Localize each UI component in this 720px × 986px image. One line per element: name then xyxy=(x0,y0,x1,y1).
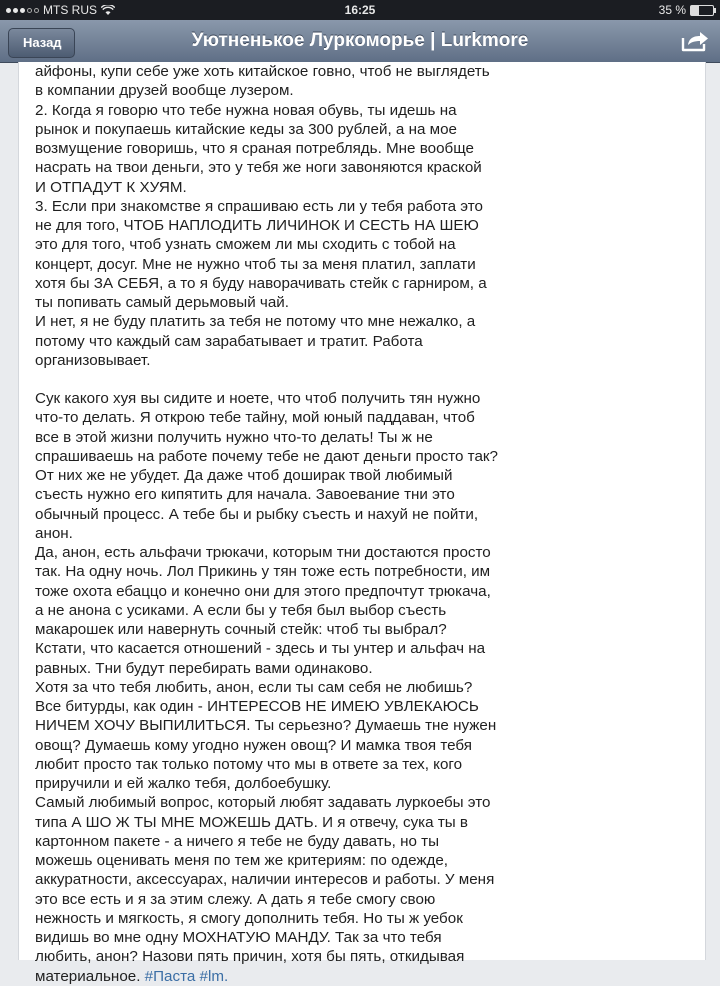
status-right xyxy=(659,0,714,20)
article-block-1: айфоны, купи себе уже хоть китайское говно, чтоб не выглядеть в компании друзей вообще лузером. 2. Когда я говорю что тебе нужна новая обувь, ты идешь на рынок и покупаешь китайские кеды за 300 рублей, а на мое возмущение говоришь, что я сраная потреблядь. Мне вообще насрать на твои деньги, это у тебя же ноги завоняются краской И ОТПАДУТ К ХУЯМ. 3. Если при знакомстве я спрашиваю есть ли у тебя работа это не для того, ЧТОБ НАПЛОДИТЬ ЛИЧИНОК И СЕСТЬ НА ШЕЮ это для того, чтоб узнать сможем ли мы сходить с тобой на концерт, досуг. Мне не нужно чтоб ты за меня платил, заплати хотя бы ЗА СЕБЯ, а то я буду наворачивать стейк с гарниром, а ты попивать самый дерьмовый чай. И нет, я не буду платить за тебя не потому что мне нежалко, а потому что каждый сам зарабатывает и тратит. Работа организовывает. xyxy=(35,63,490,369)
carrier-name: MTS RUS xyxy=(43,3,97,17)
hashtag-link-lm[interactable]: #lm. xyxy=(199,967,229,985)
share-icon[interactable] xyxy=(680,29,710,53)
paragraph-gap xyxy=(35,370,703,389)
hashtag-link-pasta[interactable]: #Паста xyxy=(144,967,196,985)
page-title: Уютненькое Луркоморье | Lurkmore xyxy=(191,30,529,51)
battery-fill xyxy=(691,6,699,15)
article-text xyxy=(35,62,703,986)
battery-percent: 35 % xyxy=(658,3,686,17)
battery-icon xyxy=(690,5,714,16)
status-time: 16:25 xyxy=(344,3,376,17)
navigation-bar xyxy=(0,20,720,63)
article-block-2: Сук какого хуя вы сидите и ноете, что чтоб получить тян нужно что-то делать. Я открою тебе тайну, мой юный паддаван, чтоб все в этой жизни получить нужно что-то делать! Ты ж не спрашиваешь на работе почему тебе не дают деньги просто так? От них же не убудет. Да даже чтоб доширак твой любимый съесть нужно его кипятить для начала. Завоевание тни это обычный процесс. А тебе бы и рыбку съесть и нахуй не пойти, анон. Да, анон, есть альфачи трюкачи, которым тни достаются просто так. На одну ночь. Лол Прикинь у тян тоже есть потребности, им тоже охота ебаццо и конечно они для этого предпочтут трюкача, а не анона с усиками. А если бы у тебя был выбор съесть макарошек или навернуть сочный стейк: чтоб ты выбрал? Кстати, что касается отношений - здесь и ты унтер и альфач на равных. Тни будут перебирать вами одинаково. Хотя за что тебя любить, анон, если ты сам себя не любишь? Все битурды, как один - ИНТЕРЕСОВ НЕ ИМЕЮ УВЛЕКАЮСЬ НИЧЕМ ХОЧУ ВЫПИЛИТЬСЯ. Ты серьезно? Думаешь тне нужен овощ? Думаешь кому угодно нужен овощ? И мамка твоя тебя любит просто так только потому что мы в ответе за тех, кого приручили и ей жалко тебя, долбоебушку. Самый любимый вопрос, который любят задавать луркоебы это типа А ШО Ж ТЫ МНЕ МОЖЕШЬ ДАТЬ. И я отвечу, сука ты в картонном пакете - а ничего я тебе не буду давать, но ты можешь оценивать меня по тем же критериям: по одежде, аккуратности, аксессуарах, наличии интересов и работы. У меня это все есть и я за этим слежу. А дать я тебе смогу свою нежность и мягкость, я смогу дополнить тебя. Но ты ж уебок видишь во мне одну МОХНАТУЮ МАНДУ. Так за что тебя любить, анон? Назови пять причин, хотя бы пять, откидывая материальное. xyxy=(35,390,499,985)
article-panel xyxy=(18,62,706,985)
back-button[interactable]: Назад xyxy=(8,28,75,58)
status-bar xyxy=(0,0,720,20)
